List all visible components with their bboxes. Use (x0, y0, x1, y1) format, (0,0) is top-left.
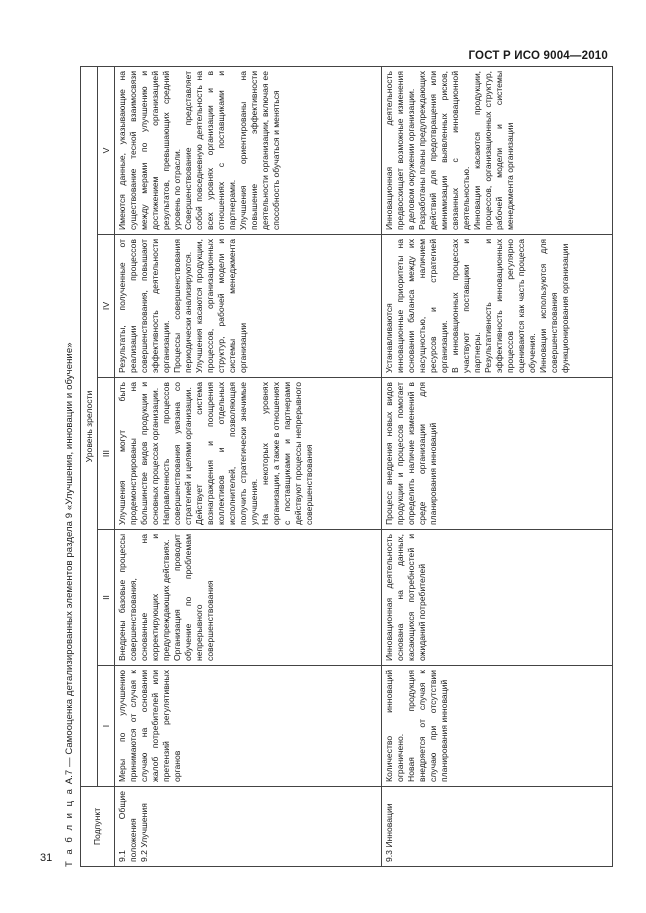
header-level-5: V (98, 66, 115, 234)
header-maturity-level: Уровень зрелости (81, 66, 98, 786)
row-level-1: Количество инноваций ограничено. Новая продукция внедряется от случая к случаю при отсутствии планирования инноваций (382, 666, 613, 787)
row-subclause: 9.1 Общие положения 9.2 Улучшения (115, 787, 382, 867)
rotated-table-area (58, 67, 598, 867)
header-level-4: IV (98, 235, 115, 378)
table-row (382, 66, 613, 866)
row-level-5: Инновационная деятельность предвосхищает возможные изменения в деловом окружении организации. Разработаны планы предупреждающих действий для предотвращения или минимизации выявленных рисков, связанных с инновационной деятельностью. Инновации касаются продукции, процессов, организационных структур, рабочей модели и системы менеджмента организации (382, 66, 613, 234)
table-row (115, 66, 382, 866)
self-assessment-table (80, 66, 613, 867)
row-level-2: Инновационная деятельность основана на данных, касающихся потребностей и ожиданий потребителей (382, 530, 613, 666)
header-level-1: I (98, 666, 115, 787)
header-level-2: II (98, 530, 115, 666)
row-level-3: Процесс внедрения новых видов продукции и процессов помогает определить наличие изменений в среде организации для планирования инноваций (382, 378, 613, 530)
table-caption-text: А.7 — Самооценка детализированных элементов раздела 9 «Улучшения, инновации и обучение» (64, 342, 75, 788)
header-level-3: III (98, 378, 115, 530)
page-number: 31 (40, 852, 53, 864)
row-level-2: Внедрены базовые процессы совершенствования, основанные на корректирующих и предупреждающих действиях. Организация проводит обучение по проблемам непрерывного совершенствования (115, 530, 382, 666)
row-level-5: Имеются данные, указывающие на существование тесной взаимосвязи между мерами по улучшению и достижением организацией результатов, превышающих средний уровень по отрасли. Совершенствование представляет собой повседневную деятельность на всех уровнях организации и в отношениях с поставщиками и партнерами. Улучшения ориентированы на повышение эффективности деятельности организации, включая ее способность обучаться и меняться (115, 66, 382, 234)
row-level-4: Результаты, полученные от реализации процессов совершенствования, повышают эффективность деятельности организации. Процессы совершенствования периодически анализируются. Улучшения касаются продукции, процессов, организационных структур, рабочей модели и системы менеджмента организации (115, 235, 382, 378)
header-subclause: Подпункт (81, 787, 115, 867)
table-caption (64, 67, 75, 867)
standard-header: ГОСТ Р ИСО 9004—2010 (468, 50, 608, 62)
table-header-levels-row (98, 66, 115, 866)
row-level-1: Меры по улучшению принимаются от случая к случаю на основании жалоб потребителей или претензий регулятивных органов (115, 666, 382, 787)
row-subclause: 9.3 Инновации (382, 787, 613, 867)
row-level-3: Улучшения могут быть продемонстрированы на большинстве видов продукции и основных процессах организации. Направленность процессов совершенствования увязана со стратегией и целями организации. Действует система вознаграждения и поощрения коллективов и отдельных исполнителей, позволяющая получить стратегически значимые улучшения. На некоторых уровнях организации, а также в отношениях с поставщиками и партнерами действуют процессы непрерывного совершенствования (115, 378, 382, 530)
row-level-4: Устанавливаются инновационные приоритеты на основании баланса между их насущностью, наличием ресурсов и стратегией организации. В инновационных процессах участвуют поставщики и партнеры. Результативность и эффективность инновационных процессов регулярно оцениваются как часть процесса обучения. Инновации используются для совершенствования функционирования организации (382, 235, 613, 378)
table-caption-prefix: Т а б л и ц а (64, 787, 75, 867)
table-header-row (81, 66, 98, 866)
